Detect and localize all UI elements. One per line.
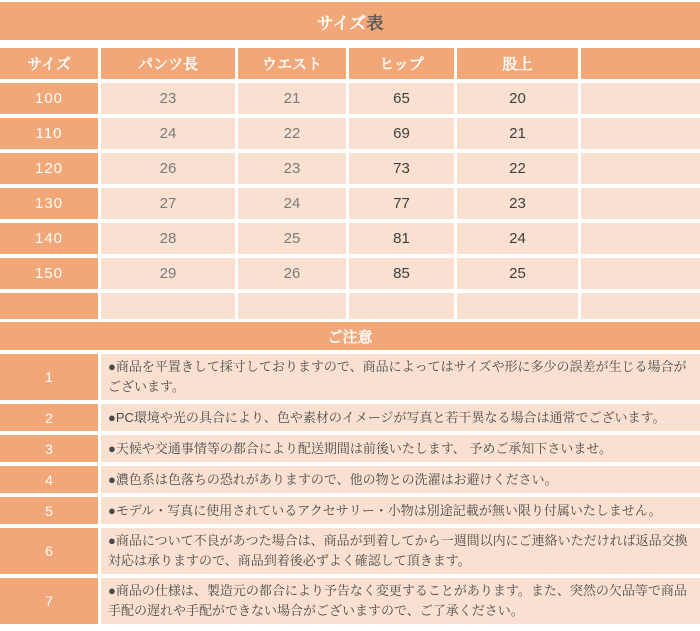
notice-title-bar: [0, 322, 700, 350]
blank-cell: [457, 293, 578, 319]
notice-number: 6: [0, 528, 98, 574]
hip-cell: 65: [349, 83, 454, 114]
column-header-hip: ヒップ: [349, 48, 454, 79]
notice-text: [101, 466, 700, 493]
notice-number: 3: [0, 435, 98, 462]
pants-length-cell: 23: [101, 83, 235, 114]
notice-table: [0, 354, 700, 628]
rise-cell: 25: [457, 258, 578, 289]
waist-cell: 22: [238, 118, 346, 149]
size-row-label: 120: [0, 153, 98, 184]
rise-cell: 20: [457, 83, 578, 114]
notice-text-content: ●濃色系は色落ちの恐れがありますので、他の物との洗濯はお避けください。: [108, 471, 558, 487]
pants-length-cell: 29: [101, 258, 235, 289]
blank-cell: [101, 293, 235, 319]
notice-text-content: ●モデル・写真に使用されているアクセサリー・小物は別途記載が無い限り付属いたしません。: [108, 502, 662, 518]
size-table: [0, 48, 700, 319]
empty-row-label: [0, 293, 98, 319]
notice-text-content: ●天候や交通事情等の都合により配送期間は前後いたします、 予めご承知下さいませ。: [108, 440, 613, 456]
hip-cell: 73: [349, 153, 454, 184]
blank-cell: [581, 293, 700, 319]
notice-text: [101, 354, 700, 400]
notice-number: 7: [0, 578, 98, 624]
notice-text: [101, 528, 700, 574]
hip-cell: 69: [349, 118, 454, 149]
waist-cell: 21: [238, 83, 346, 114]
blank-cell: [581, 188, 700, 219]
notice-text-content: ●商品を平置きして採寸しておりますので、商品によってはサイズや形に多少の誤差が生じる場合がございます。: [108, 359, 687, 394]
pants-length-cell: 24: [101, 118, 235, 149]
pants-length-cell: 28: [101, 223, 235, 254]
waist-cell: 23: [238, 153, 346, 184]
notice-number: 2: [0, 404, 98, 431]
notice-text: [101, 497, 700, 524]
notice-title: ご注意: [327, 328, 373, 346]
blank-cell: [581, 83, 700, 114]
notice-text-content: ●商品の仕様は、製造元の都合により予告なく変更することがあります。また、突然の欠品等で商品手配の遅れや手配ができない場合がございますので、ご了承ください。: [108, 583, 687, 618]
column-header-blank: [581, 48, 700, 79]
notice-number: 5: [0, 497, 98, 524]
size-chart-title-bar: [0, 2, 700, 40]
blank-cell: [581, 223, 700, 254]
rise-cell: 21: [457, 118, 578, 149]
waist-cell: 26: [238, 258, 346, 289]
notice-text: [101, 578, 700, 624]
hip-cell: 81: [349, 223, 454, 254]
column-header-rise: 股上: [457, 48, 578, 79]
size-row-label: 150: [0, 258, 98, 289]
size-row-label: 100: [0, 83, 98, 114]
size-chart-title: サイズ: [316, 13, 367, 33]
hip-cell: 85: [349, 258, 454, 289]
blank-cell: [581, 258, 700, 289]
waist-cell: 25: [238, 223, 346, 254]
column-header-waist: ウエスト: [238, 48, 346, 79]
blank-cell: [581, 153, 700, 184]
notice-text: [101, 404, 700, 431]
size-row-label: 130: [0, 188, 98, 219]
notice-text-content: ●PC環境や光の具合により、色や素材のイメージが写真と若干異なる場合は通常でございます。: [108, 409, 666, 425]
notice-number: 1: [0, 354, 98, 400]
pants-length-cell: 26: [101, 153, 235, 184]
rise-cell: 23: [457, 188, 578, 219]
rise-cell: 22: [457, 153, 578, 184]
notice-text-content: ●商品について不良があつた場合は、商品が到着してから一週間以内にご連絡いただければ返品交換対応は承りますので、商品到着後必ずよく確認して頂きます。: [108, 533, 688, 568]
size-row-label: 110: [0, 118, 98, 149]
notice-number: 4: [0, 466, 98, 493]
blank-cell: [349, 293, 454, 319]
rise-cell: 24: [457, 223, 578, 254]
pants-length-cell: 27: [101, 188, 235, 219]
size-chart-title-suffix: 表: [366, 13, 384, 33]
blank-cell: [581, 118, 700, 149]
hip-cell: 77: [349, 188, 454, 219]
column-header-pants-length: パンツ長: [101, 48, 235, 79]
column-header-size: サイズ: [0, 48, 98, 79]
waist-cell: 24: [238, 188, 346, 219]
notice-text: [101, 435, 700, 462]
blank-cell: [238, 293, 346, 319]
size-row-label: 140: [0, 223, 98, 254]
